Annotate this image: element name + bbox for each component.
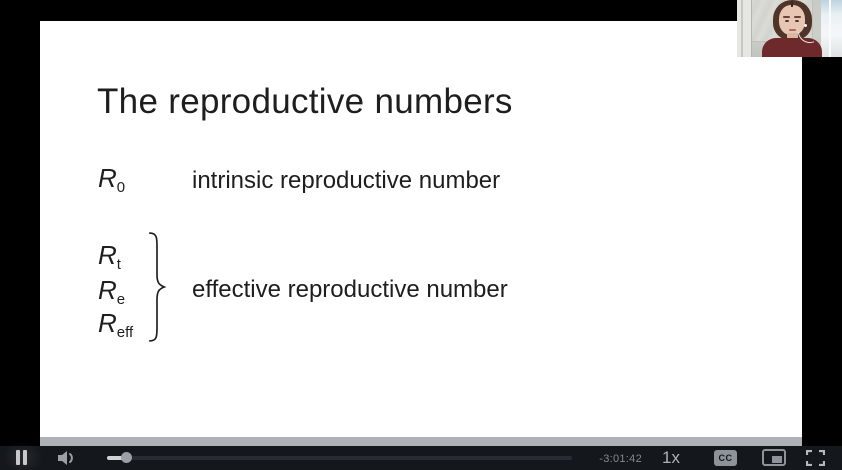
volume-icon[interactable]	[56, 449, 78, 467]
mouth	[789, 29, 796, 31]
r0-symbol: $R_0$	[98, 163, 126, 196]
picture-in-picture-icon	[772, 456, 782, 463]
playback-speed-button[interactable]: 1x	[662, 448, 680, 467]
webcam-overlay	[737, 0, 842, 57]
pause-button[interactable]	[15, 450, 29, 465]
time-remaining: -3:01:42	[599, 453, 642, 465]
video-frame	[40, 0, 802, 448]
eye	[795, 20, 799, 22]
closed-captions-button[interactable]: CC	[714, 450, 737, 466]
curly-brace	[146, 231, 168, 343]
seek-bar[interactable]	[170, 456, 572, 460]
window	[821, 0, 842, 57]
slide-title: The reproductive numbers	[97, 82, 513, 121]
fullscreen-button[interactable]	[806, 450, 825, 466]
r0-description: intrinsic reproductive number	[192, 167, 501, 194]
reff-symbol: $R_{eff}$	[98, 308, 134, 341]
player-control-bar	[0, 446, 842, 470]
re-symbol: $R_e$	[98, 275, 126, 308]
volume-slider[interactable]	[107, 446, 170, 470]
presentation-slide	[40, 21, 802, 437]
door-frame	[737, 0, 752, 57]
earbud	[804, 24, 807, 27]
pause-icon	[23, 450, 27, 465]
eyebrow	[794, 16, 801, 18]
volume-handle[interactable]	[121, 452, 132, 463]
picture-in-picture-button[interactable]	[762, 449, 786, 466]
eyebrow	[783, 16, 790, 18]
rt-symbol: $R_t$	[98, 240, 121, 273]
hair-part	[791, 1, 793, 7]
pause-icon	[16, 450, 20, 465]
group-description: effective reproductive number	[192, 276, 508, 303]
eye	[785, 20, 789, 22]
